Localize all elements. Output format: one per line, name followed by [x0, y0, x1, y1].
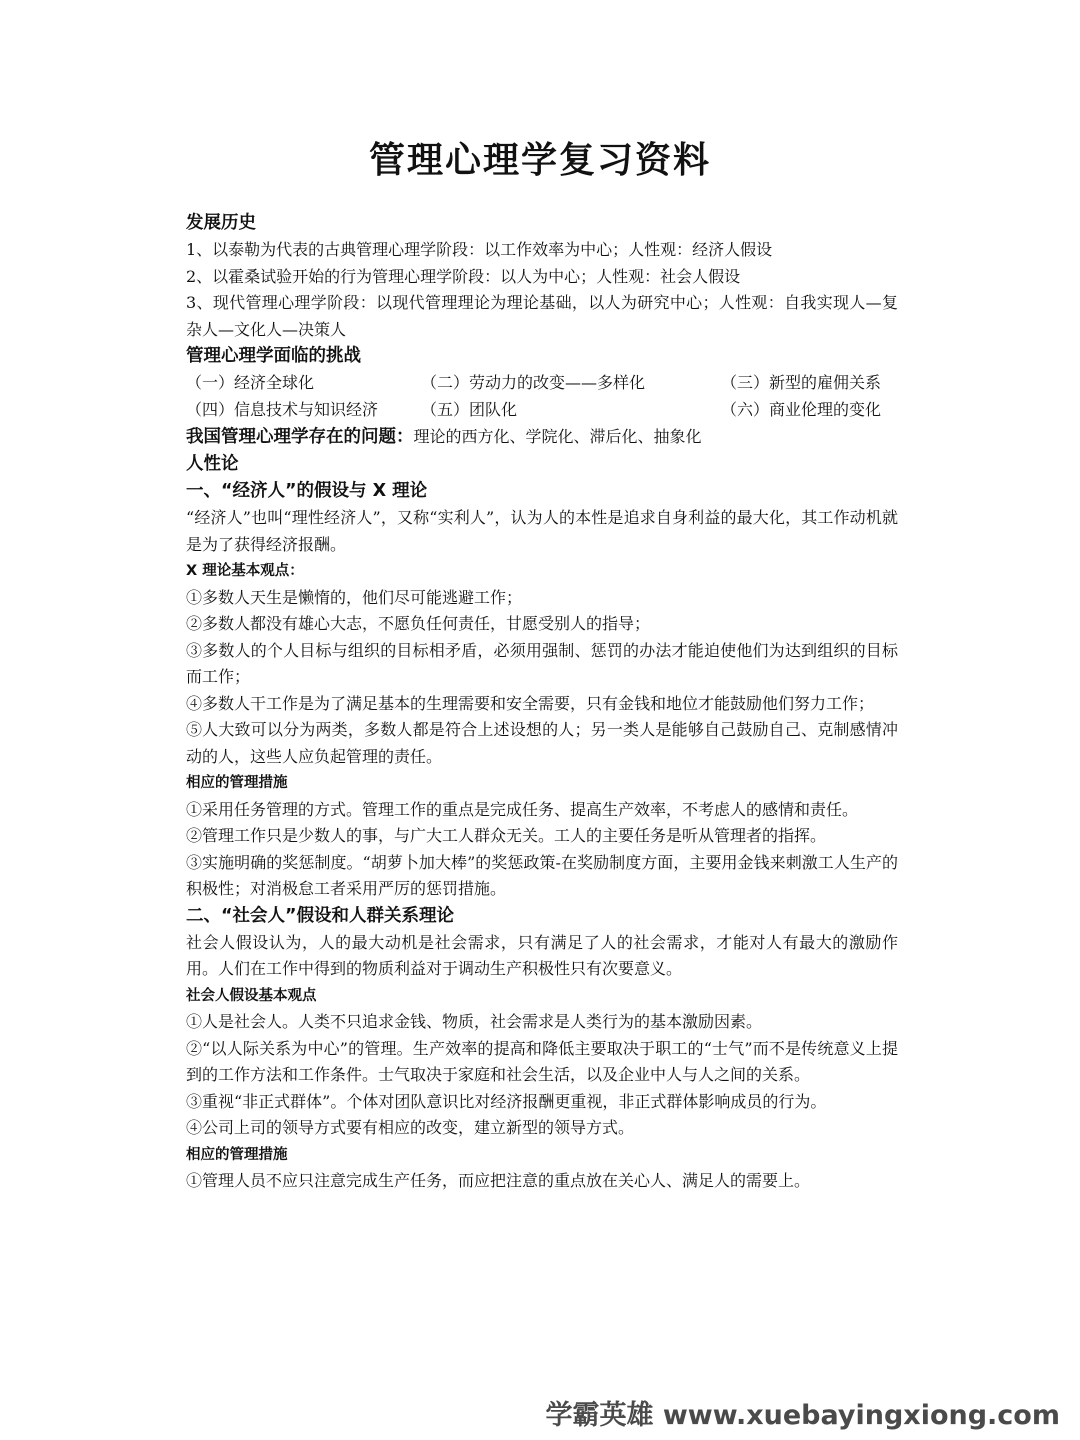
- history-item: 2、以霍桑试验开始的行为管理心理学阶段：以人为中心；人性观：社会人假设: [186, 266, 741, 286]
- social-measures-heading: 相应的管理措施: [186, 1146, 288, 1163]
- economic-man-intro: “经济人”也叫“理性经济人”，又称“实利人”，认为人的本性是追求自身利益的最大化，其工作动机就是为了获得经济报酬。: [186, 508, 898, 554]
- x-theory-view: ⑤人大致可以分为两类，多数人都是符合上述设想的人；另一类人是能够自己鼓励自己、克制感情冲动的人，这些人应负起管理的责任。: [186, 720, 898, 766]
- section-heading-human-nature: 人性论: [186, 454, 239, 474]
- section-heading-social-man: 二、“社会人”假设和人群关系理论: [186, 905, 455, 926]
- social-views-heading: 社会人假设基本观点: [186, 987, 317, 1004]
- page-title: 管理心理学复习资料: [368, 140, 711, 181]
- challenge-item: （三）新型的雇佣关系: [721, 373, 882, 392]
- watermark: 学霸英雄 www.xuebayingxiong.com: [545, 1400, 1060, 1431]
- economic-measure: ②管理工作只是少数人的事，与广大工人群众无关。工人的主要任务是听从管理者的指挥。: [186, 826, 827, 845]
- social-view: ①人是社会人。人类不只追求金钱、物质，社会需求是人类行为的基本激励因素。: [186, 1012, 763, 1031]
- challenge-item: （四）信息技术与知识经济: [186, 399, 379, 419]
- section-heading-history: 发展历史: [186, 213, 256, 233]
- x-theory-view: ③多数人的个人目标与组织的目标相矛盾，必须用强制、惩罚的办法才能迫使他们为达到组织的目标而工作；: [186, 640, 898, 686]
- x-theory-view: ④多数人干工作是为了满足基本的生理需要和安全需要，只有金钱和地位才能鼓励他们努力工作；: [186, 693, 875, 713]
- challenge-item: （一）经济全球化: [186, 373, 315, 392]
- challenge-item: （二）劳动力的改变——多样化: [421, 373, 646, 392]
- history-item: 1、以泰勒为代表的古典管理心理学阶段：以工作效率为中心；人性观：经济人假设: [186, 240, 773, 259]
- social-view: ②“以人际关系为中心”的管理。生产效率的提高和降低主要取决于职工的“士气”而不是传统意义上提到的工作方法和工作条件。士气取决于家庭和社会生活，以及企业中人与人之间的关系。: [186, 1038, 898, 1084]
- challenges-list: [186, 370, 898, 423]
- economic-measure: ①采用任务管理的方式。管理工作的重点是完成任务、提高生产效率，不考虑人的感情和责任。: [186, 799, 859, 819]
- economic-measures-heading: 相应的管理措施: [186, 775, 288, 791]
- economic-measure: ③实施明确的奖惩制度。“胡萝卜加大棒”的奖惩政策-在奖励制度方面，主要用金钱来刺激工人生产的积极性；对消极怠工者采用严厉的惩罚措施。: [186, 852, 898, 898]
- section-heading-challenges: 管理心理学面临的挑战: [186, 346, 361, 366]
- challenge-item: （六）商业伦理的变化: [721, 399, 882, 419]
- challenge-item: （五）团队化: [421, 399, 518, 419]
- x-theory-heading: X 理论基本观点：: [186, 563, 304, 579]
- social-measure: ①管理人员不应只注意完成生产任务，而应把注意的重点放在关心人、满足人的需要上。: [186, 1171, 811, 1190]
- problems-text: 理论的西方化、学院化、滞后化、抽象化: [413, 427, 702, 446]
- social-view: ④公司上司的领导方式要有相应的改变，建立新型的领导方式。: [186, 1118, 635, 1137]
- problems-paragraph: [186, 423, 898, 451]
- social-man-intro: 社会人假设认为，人的最大动机是社会需求，只有满足了人的社会需求，才能对人有最大的激励作用。人们在工作中得到的物质利益对于调动生产积极性只有次要意义。: [186, 932, 898, 978]
- document-body: [186, 210, 898, 1195]
- section-heading-economic-man: 一、“经济人”的假设与 X 理论: [186, 481, 428, 501]
- social-view: ③重视“非正式群体”。个体对团队意识比对经济报酬更重视，非正式群体影响成员的行为。: [186, 1091, 827, 1111]
- history-item: 3、现代管理心理学阶段：以现代管理理论为理论基础，以人为研究中心；人性观：自我实现人—复杂人—文化人—决策人: [186, 293, 898, 339]
- problems-lead: 我国管理心理学存在的问题：: [186, 427, 414, 447]
- x-theory-view: ②多数人都没有雄心大志，不愿负任何责任，甘愿受别人的指导；: [186, 614, 651, 633]
- x-theory-view: ①多数人天生是懒惰的，他们尽可能逃避工作；: [186, 587, 523, 607]
